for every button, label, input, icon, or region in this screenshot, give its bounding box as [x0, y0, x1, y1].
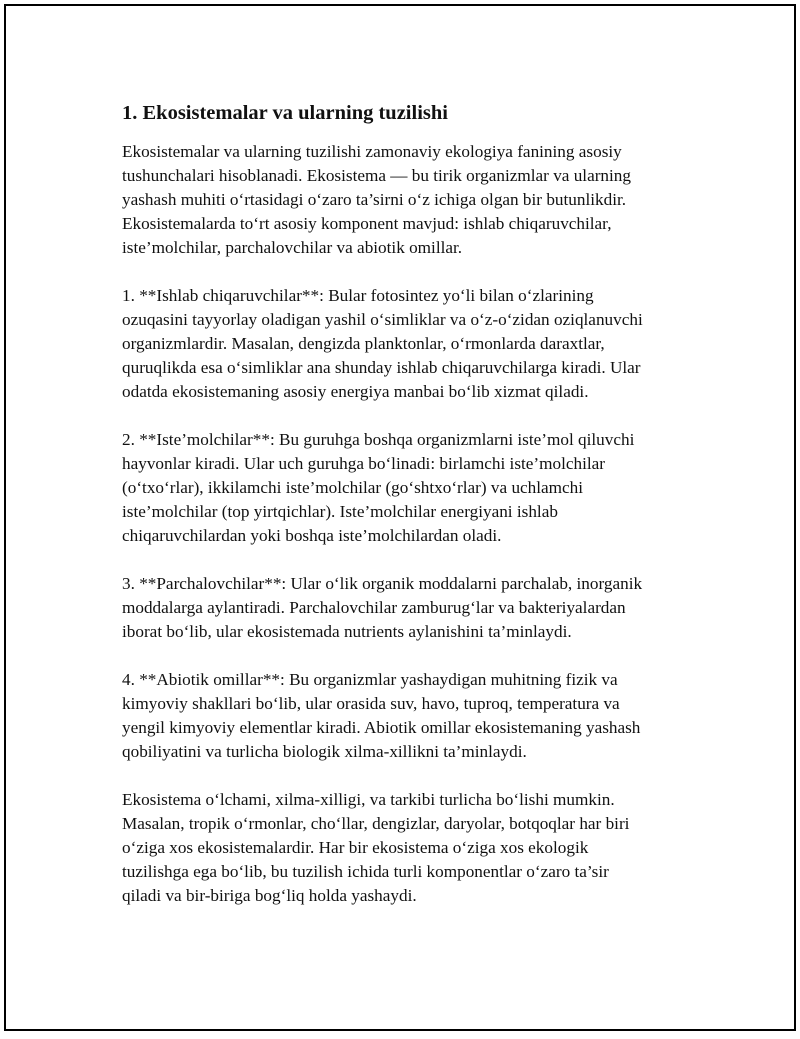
consumers-paragraph: 2. **Iste’molchilar**: Bu guruhga boshqa organizmlarni iste’mol qiluvchi hayvonlar kiradi. Ular uch guruhga bo‘linadi: birlamchi iste’molchilar (o‘txo‘rlar), ikkilamchi iste’molchilar (go‘shtxo‘rlar) va uchlamchi iste’molchilar (top yirtqichlar). Iste’molchilar energiyani ishlab chiqaruvchilardan yoki boshqa iste’molchilardan oladi.	[122, 430, 635, 545]
abiotic-factors-paragraph: 4. **Abiotik omillar**: Bu organizmlar yashaydigan muhitning fizik va kimyoviy shakllari bo‘lib, ular orasida suv, havo, tuproq, temperatura va yengil kimyoviy elementlar kiradi. Abiotik omillar ekosistemaning yashash qobiliyatini va turlicha biologik xilma-xillikni ta’minlaydi.	[122, 670, 641, 761]
section-heading: 1. Ekosistemalar va ularning tuzilishi	[122, 102, 448, 124]
intro-paragraph: Ekosistemalar va ularning tuzilishi zamonaviy ekologiya fanining asosiy tushunchalari hisoblanadi. Ekosistema — bu tirik organizmlar va ularning yashash muhiti o‘rtasidagi o‘zaro ta’sirni o‘z ichiga olgan bir butunlikdir. Ekosistemalarda to‘rt asosiy komponent mavjud: ishlab chiqaruvchilar, iste’molchilar, parchalovchilar va abiotik omillar.	[122, 142, 631, 257]
document-content	[122, 99, 688, 932]
document-page	[4, 4, 796, 1031]
producers-paragraph: 1. **Ishlab chiqaruvchilar**: Bular fotosintez yo‘li bilan o‘zlarining ozuqasini tayyorlay oladigan yashil o‘simliklar va o‘z-o‘zidan oziqlanuvchi organizmlardir. Masalan, dengizda planktonlar, o‘rmonlarda daraxtlar, quruqlikda esa o‘simliklar ana shunday ishlab chiqaruvchilarga kiradi. Ular odatda ekosistemaning asosiy energiya manbai bo‘lib xizmat qiladi.	[122, 286, 643, 401]
decomposers-paragraph: 3. **Parchalovchilar**: Ular o‘lik organik moddalarni parchalab, inorganik moddalarga aylantiradi. Parchalovchilar zamburug‘lar va bakteriyalardan iborat bo‘lib, ular ekosistemada nutrients aylanishini ta’minlaydi.	[122, 574, 643, 641]
conclusion-paragraph: Ekosistema o‘lchami, xilma-xilligi, va tarkibi turlicha bo‘lishi mumkin. Masalan, tropik o‘rmonlar, cho‘llar, dengizlar, daryolar, botqoqlar har biri o‘ziga xos ekosistemalardir. Har bir ekosistema o‘ziga xos ekologik tuzilishga ega bo‘lib, bu tuzilish ichida turli komponentlar o‘zaro ta’sir qiladi va bir-biriga bog‘liq holda yashaydi.	[122, 790, 630, 905]
